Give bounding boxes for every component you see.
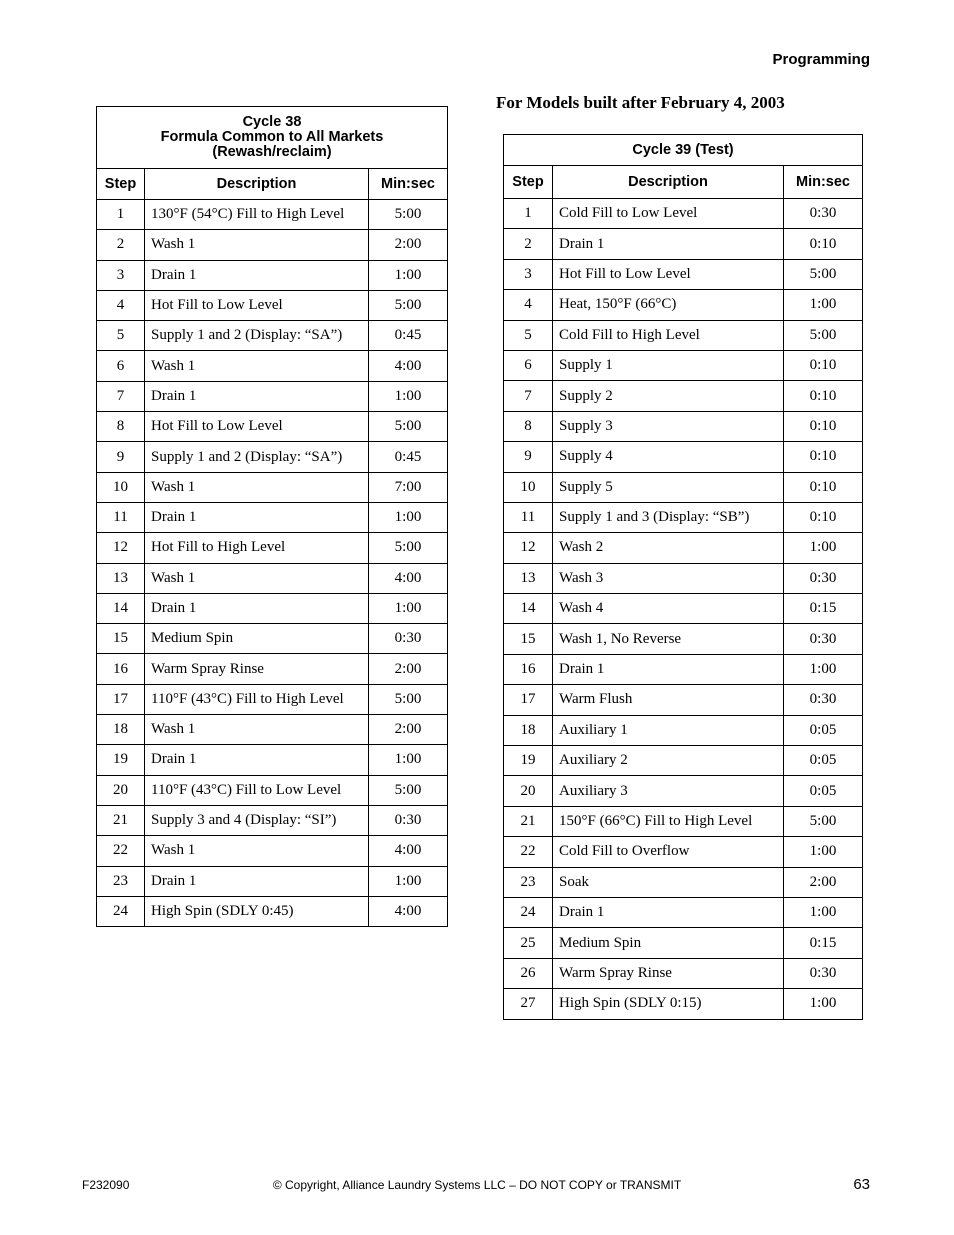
step-cell: 17: [97, 684, 145, 714]
step-cell: 4: [504, 290, 553, 320]
table-row: [97, 502, 448, 532]
table-row: [97, 715, 448, 745]
time-cell: 1:00: [369, 745, 448, 775]
time-cell: 0:30: [784, 199, 863, 229]
time-cell: 0:45: [369, 442, 448, 472]
description-cell: Drain 1: [553, 229, 784, 259]
description-cell: Wash 1: [145, 230, 369, 260]
cycle38-caption-line2: Formula Common to All Markets: [160, 129, 384, 145]
time-cell: 1:00: [784, 654, 863, 684]
table-row: [504, 533, 863, 563]
column-header-min-sec: Min:sec: [369, 169, 448, 200]
table-row: [504, 897, 863, 927]
table-row: [504, 350, 863, 380]
description-cell: Supply 1 and 2 (Display: “SA”): [145, 442, 369, 472]
time-cell: 5:00: [784, 259, 863, 289]
description-cell: Medium Spin: [145, 624, 369, 654]
description-cell: Wash 1: [145, 563, 369, 593]
description-cell: Cold Fill to Overflow: [553, 837, 784, 867]
step-cell: 3: [97, 260, 145, 290]
description-cell: 150°F (66°C) Fill to High Level: [553, 806, 784, 836]
time-cell: 2:00: [784, 867, 863, 897]
step-cell: 3: [504, 259, 553, 289]
time-cell: 0:15: [784, 928, 863, 958]
time-cell: 5:00: [369, 775, 448, 805]
step-cell: 14: [504, 594, 553, 624]
step-cell: 21: [504, 806, 553, 836]
description-cell: Drain 1: [145, 381, 369, 411]
page-number: 63: [853, 1176, 870, 1193]
table-row: [97, 412, 448, 442]
time-cell: 0:30: [784, 563, 863, 593]
table-row: [97, 472, 448, 502]
step-cell: 17: [504, 685, 553, 715]
description-cell: 130°F (54°C) Fill to High Level: [145, 200, 369, 230]
table-row: [97, 290, 448, 320]
description-cell: Drain 1: [145, 260, 369, 290]
description-cell: Wash 1: [145, 715, 369, 745]
table-row: [504, 229, 863, 259]
cycle38-caption-line1: Cycle 38: [242, 114, 302, 130]
table-row: [504, 320, 863, 350]
step-cell: 9: [504, 442, 553, 472]
time-cell: 5:00: [369, 412, 448, 442]
description-cell: Wash 1: [145, 836, 369, 866]
description-cell: 110°F (43°C) Fill to Low Level: [145, 775, 369, 805]
description-cell: Drain 1: [145, 593, 369, 623]
step-cell: 8: [97, 412, 145, 442]
time-cell: 1:00: [369, 502, 448, 532]
table-row: [97, 684, 448, 714]
step-cell: 25: [504, 928, 553, 958]
cycle38-caption: [97, 107, 448, 169]
column-header-min-sec: Min:sec: [784, 166, 863, 199]
time-cell: 5:00: [784, 806, 863, 836]
description-cell: Soak: [553, 867, 784, 897]
description-cell: Supply 5: [553, 472, 784, 502]
table-row: [97, 775, 448, 805]
table-row: [97, 381, 448, 411]
description-cell: Drain 1: [553, 897, 784, 927]
table-row: [97, 896, 448, 926]
table-row: [97, 836, 448, 866]
table-row: [504, 958, 863, 988]
step-cell: 27: [504, 989, 553, 1019]
table-row: [97, 745, 448, 775]
time-cell: 0:30: [369, 805, 448, 835]
step-cell: 2: [97, 230, 145, 260]
time-cell: 0:30: [784, 958, 863, 988]
step-cell: 21: [97, 805, 145, 835]
step-cell: 7: [97, 381, 145, 411]
time-cell: 0:10: [784, 411, 863, 441]
step-cell: 12: [504, 533, 553, 563]
description-cell: Supply 4: [553, 442, 784, 472]
time-cell: 0:30: [784, 624, 863, 654]
table-row: [97, 624, 448, 654]
step-cell: 1: [504, 199, 553, 229]
time-cell: 0:05: [784, 715, 863, 745]
step-cell: 26: [504, 958, 553, 988]
step-cell: 5: [504, 320, 553, 350]
table-row: [504, 746, 863, 776]
step-cell: 9: [97, 442, 145, 472]
step-cell: 4: [97, 290, 145, 320]
time-cell: 7:00: [369, 472, 448, 502]
time-cell: 5:00: [369, 200, 448, 230]
time-cell: 0:30: [784, 685, 863, 715]
table-row: [97, 351, 448, 381]
description-cell: Auxiliary 3: [553, 776, 784, 806]
description-cell: Wash 4: [553, 594, 784, 624]
description-cell: Warm Spray Rinse: [145, 654, 369, 684]
description-cell: Hot Fill to Low Level: [553, 259, 784, 289]
column-header-step: Step: [504, 166, 553, 199]
time-cell: 4:00: [369, 351, 448, 381]
description-cell: Medium Spin: [553, 928, 784, 958]
table-row: [504, 199, 863, 229]
column-header-description: Description: [553, 166, 784, 199]
table-row: [504, 654, 863, 684]
step-cell: 6: [97, 351, 145, 381]
time-cell: 4:00: [369, 563, 448, 593]
table-row: [97, 442, 448, 472]
time-cell: 1:00: [369, 593, 448, 623]
step-cell: 16: [504, 654, 553, 684]
time-cell: 5:00: [369, 290, 448, 320]
table-row: [97, 230, 448, 260]
step-cell: 10: [504, 472, 553, 502]
cycle39-table: [503, 134, 863, 1020]
time-cell: 5:00: [369, 533, 448, 563]
time-cell: 4:00: [369, 836, 448, 866]
description-cell: Wash 1: [145, 351, 369, 381]
table-row: [504, 594, 863, 624]
step-cell: 15: [97, 624, 145, 654]
description-cell: Drain 1: [553, 654, 784, 684]
time-cell: 0:10: [784, 442, 863, 472]
column-header-step: Step: [97, 169, 145, 200]
description-cell: High Spin (SDLY 0:15): [553, 989, 784, 1019]
table-row: [504, 685, 863, 715]
time-cell: 2:00: [369, 715, 448, 745]
description-cell: Heat, 150°F (66°C): [553, 290, 784, 320]
step-cell: 11: [504, 502, 553, 532]
step-cell: 7: [504, 381, 553, 411]
table-row: [504, 806, 863, 836]
step-cell: 8: [504, 411, 553, 441]
section-title: Programming: [772, 51, 870, 68]
table-row: [97, 593, 448, 623]
time-cell: 1:00: [784, 989, 863, 1019]
step-cell: 20: [504, 776, 553, 806]
description-cell: High Spin (SDLY 0:45): [145, 896, 369, 926]
step-cell: 22: [97, 836, 145, 866]
step-cell: 15: [504, 624, 553, 654]
table-row: [97, 654, 448, 684]
description-cell: Warm Flush: [553, 685, 784, 715]
time-cell: 1:00: [784, 290, 863, 320]
copyright-notice: © Copyright, Alliance Laundry Systems LLC – DO NOT COPY or TRANSMIT: [272, 1178, 682, 1192]
table-row: [504, 624, 863, 654]
table-row: [504, 867, 863, 897]
time-cell: 0:05: [784, 776, 863, 806]
table-row: [504, 502, 863, 532]
description-cell: Cold Fill to High Level: [553, 320, 784, 350]
table-row: [504, 411, 863, 441]
time-cell: 1:00: [784, 897, 863, 927]
description-cell: 110°F (43°C) Fill to High Level: [145, 684, 369, 714]
table-row: [504, 259, 863, 289]
time-cell: 1:00: [369, 260, 448, 290]
table-row: [504, 381, 863, 411]
description-cell: Supply 3: [553, 411, 784, 441]
step-cell: 24: [504, 897, 553, 927]
description-cell: Wash 1, No Reverse: [553, 624, 784, 654]
step-cell: 20: [97, 775, 145, 805]
step-cell: 23: [97, 866, 145, 896]
table-row: [504, 563, 863, 593]
time-cell: 5:00: [784, 320, 863, 350]
cycle39-caption: Cycle 39 (Test): [504, 135, 863, 166]
table-row: [504, 442, 863, 472]
description-cell: Supply 1 and 3 (Display: “SB”): [553, 502, 784, 532]
step-cell: 13: [504, 563, 553, 593]
description-cell: Wash 2: [553, 533, 784, 563]
description-cell: Hot Fill to Low Level: [145, 412, 369, 442]
step-cell: 2: [504, 229, 553, 259]
table-row: [504, 776, 863, 806]
table-row: [504, 472, 863, 502]
table-row: [504, 290, 863, 320]
table-row: [97, 866, 448, 896]
description-cell: Hot Fill to Low Level: [145, 290, 369, 320]
time-cell: 0:15: [784, 594, 863, 624]
time-cell: 4:00: [369, 896, 448, 926]
time-cell: 0:45: [369, 321, 448, 351]
table-row: [97, 260, 448, 290]
time-cell: 0:10: [784, 502, 863, 532]
table-row: [97, 200, 448, 230]
description-cell: Drain 1: [145, 866, 369, 896]
description-cell: Warm Spray Rinse: [553, 958, 784, 988]
table-row: [504, 928, 863, 958]
step-cell: 19: [97, 745, 145, 775]
cycle38-table: [96, 106, 448, 927]
step-cell: 14: [97, 593, 145, 623]
step-cell: 1: [97, 200, 145, 230]
table-row: [97, 321, 448, 351]
description-cell: Wash 1: [145, 472, 369, 502]
step-cell: 22: [504, 837, 553, 867]
table-row: [504, 715, 863, 745]
table-row: [97, 563, 448, 593]
step-cell: 24: [97, 896, 145, 926]
time-cell: 0:10: [784, 381, 863, 411]
time-cell: 1:00: [369, 381, 448, 411]
description-cell: Drain 1: [145, 502, 369, 532]
step-cell: 11: [97, 502, 145, 532]
step-cell: 10: [97, 472, 145, 502]
time-cell: 0:10: [784, 472, 863, 502]
step-cell: 18: [504, 715, 553, 745]
table-row: [97, 533, 448, 563]
description-cell: Hot Fill to High Level: [145, 533, 369, 563]
table-row: [504, 837, 863, 867]
description-cell: Supply 1: [553, 350, 784, 380]
step-cell: 5: [97, 321, 145, 351]
step-cell: 12: [97, 533, 145, 563]
description-cell: Drain 1: [145, 745, 369, 775]
models-subheading: For Models built after February 4, 2003: [496, 93, 785, 112]
step-cell: 6: [504, 350, 553, 380]
description-cell: Wash 3: [553, 563, 784, 593]
time-cell: 1:00: [784, 837, 863, 867]
step-cell: 23: [504, 867, 553, 897]
step-cell: 16: [97, 654, 145, 684]
description-cell: Auxiliary 2: [553, 746, 784, 776]
column-header-description: Description: [145, 169, 369, 200]
description-cell: Supply 3 and 4 (Display: “SI”): [145, 805, 369, 835]
description-cell: Supply 2: [553, 381, 784, 411]
step-cell: 13: [97, 563, 145, 593]
cycle38-caption-line3: (Rewash/reclaim): [212, 144, 332, 160]
description-cell: Auxiliary 1: [553, 715, 784, 745]
time-cell: 0:10: [784, 229, 863, 259]
time-cell: 5:00: [369, 684, 448, 714]
time-cell: 2:00: [369, 654, 448, 684]
description-cell: Cold Fill to Low Level: [553, 199, 784, 229]
time-cell: 0:05: [784, 746, 863, 776]
step-cell: 19: [504, 746, 553, 776]
time-cell: 2:00: [369, 230, 448, 260]
time-cell: 1:00: [784, 533, 863, 563]
table-row: [504, 989, 863, 1019]
table-row: [97, 805, 448, 835]
step-cell: 18: [97, 715, 145, 745]
time-cell: 1:00: [369, 866, 448, 896]
time-cell: 0:30: [369, 624, 448, 654]
time-cell: 0:10: [784, 350, 863, 380]
description-cell: Supply 1 and 2 (Display: “SA”): [145, 321, 369, 351]
document-id: F232090: [82, 1178, 130, 1192]
